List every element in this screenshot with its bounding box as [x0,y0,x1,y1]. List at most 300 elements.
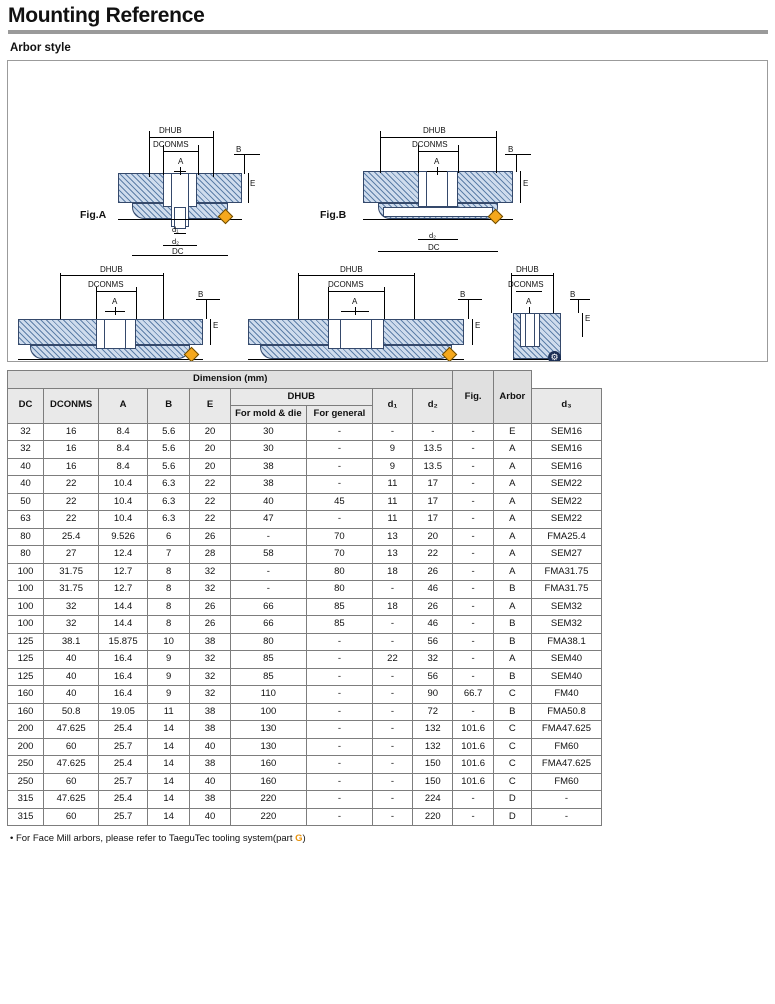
table-cell: 6.3 [147,511,189,529]
table-cell: 10.4 [99,493,148,511]
figure-label-a: Fig.A [80,209,107,221]
table-cell: 80 [8,546,44,564]
dim-1016-d [340,361,359,362]
table-cell: 80 [307,581,373,599]
table-cell: FM60 [531,738,601,756]
table-cell: - [453,598,493,616]
table-cell: C [493,773,531,791]
table-cell: 6 [147,528,189,546]
table-cell: 150 [413,756,453,774]
dim-dc-a: DC [172,247,184,256]
table-cell: FMA25.4 [531,528,601,546]
dim-e-b: E [523,179,529,188]
table-cell: 32 [190,651,230,669]
table-cell: 22 [372,651,412,669]
table-cell: 22 [413,546,453,564]
table-cell: 14.4 [99,616,148,634]
table-cell: B [493,616,531,634]
table-cell: 250 [8,773,44,791]
table-cell: - [453,563,493,581]
table-cell: 22 [190,476,230,494]
table-row [8,476,602,494]
table-cell: - [372,581,412,599]
dim-e-c: E [213,321,219,330]
table-cell: 101.6 [453,773,493,791]
table-cell: 26 [413,563,453,581]
table-cell: - [230,581,306,599]
table-cell: 63 [8,511,44,529]
table-cell: A [493,598,531,616]
table-cell: 25.7 [99,738,148,756]
table-cell: 38 [190,791,230,809]
table-cell: 9 [147,668,189,686]
dim-a-e: A [526,297,532,306]
header-d2: d₂ [413,388,453,423]
table-cell: - [372,703,412,721]
table-cell: 220 [230,791,306,809]
table-cell: - [531,791,601,809]
table-cell: 40 [44,686,99,704]
table-cell: 30 [230,441,306,459]
table-cell: 100 [8,616,44,634]
table-cell: 40 [8,458,44,476]
table-cell: - [453,616,493,634]
table-cell: 13.5 [413,441,453,459]
table-cell: 7 [147,546,189,564]
table-cell: 16.4 [99,651,148,669]
table-cell: C [493,738,531,756]
table-row [8,703,602,721]
table-cell: A [493,441,531,459]
table-cell: 16 [44,458,99,476]
table-cell: 100 [8,598,44,616]
table-cell: 8 [147,581,189,599]
table-cell: - [453,808,493,826]
dim-d2-b: d₂ [429,231,437,240]
dim-a-c: A [112,297,118,306]
table-cell: 132 [413,738,453,756]
header-for-mold-die: For mold & die [230,406,306,424]
table-cell: 16.4 [99,668,148,686]
table-cell: 14 [147,738,189,756]
table-cell: A [493,476,531,494]
table-cell: - [453,423,493,441]
table-cell: - [453,581,493,599]
table-cell: 8.4 [99,423,148,441]
table-cell: 315 [8,808,44,826]
table-cell: 14 [147,791,189,809]
table-cell: 8 [147,616,189,634]
table-cell: - [453,633,493,651]
table-cell: - [372,791,412,809]
table-cell: - [230,563,306,581]
table-cell: - [372,773,412,791]
table-cell: 200 [8,738,44,756]
table-cell: - [307,808,373,826]
table-cell: 40 [44,651,99,669]
table-cell: 125 [8,651,44,669]
table-cell: - [307,721,373,739]
table-row [8,773,602,791]
table-cell: 224 [413,791,453,809]
dim-dconms-b: DCONMS [412,140,448,149]
table-cell: 38.1 [44,633,99,651]
table-cell: 220 [230,808,306,826]
table-cell: 10 [147,633,189,651]
table-row [8,441,602,459]
table-cell: 72 [413,703,453,721]
table-cell: SEM32 [531,616,601,634]
table-cell: 85 [230,651,306,669]
table-row [8,546,602,564]
table-cell: 32 [190,686,230,704]
table-row [8,563,602,581]
table-cell: - [307,686,373,704]
table-cell: FMA47.625 [531,756,601,774]
table-cell: 25.4 [44,528,99,546]
table-cell: 12.7 [99,563,148,581]
table-cell: A [493,493,531,511]
table-cell: 14 [147,808,189,826]
table-cell: - [413,423,453,441]
table-cell: - [372,616,412,634]
table-cell: 46 [413,616,453,634]
table-cell: 32 [8,423,44,441]
table-cell: 5.6 [147,458,189,476]
table-cell: 60 [44,808,99,826]
table-cell: FM60 [531,773,601,791]
table-cell: 12.4 [99,546,148,564]
dim-b-d: B [460,290,466,299]
table-cell: FMA38.1 [531,633,601,651]
table-cell: 50 [8,493,44,511]
table-row [8,633,602,651]
table-cell: FMA47.625 [531,721,601,739]
table-header-group [8,371,602,389]
dim-a-b: A [434,157,440,166]
table-row [8,511,602,529]
table-cell: 8 [147,563,189,581]
table-cell: 32 [44,598,99,616]
table-cell: - [531,808,601,826]
figure-panel [7,60,768,362]
table-cell: 47.625 [44,756,99,774]
table-cell: SEM16 [531,423,601,441]
table-cell: 22 [190,511,230,529]
footnote-marker: G [295,833,303,844]
table-cell: 6.3 [147,476,189,494]
table-cell: 38 [190,721,230,739]
table-cell: 250 [8,756,44,774]
table-cell: SEM27 [531,546,601,564]
dim-a-a: A [178,157,184,166]
table-cell: A [493,546,531,564]
table-cell: 9 [372,441,412,459]
table-cell: 25.7 [99,773,148,791]
table-cell: 101.6 [453,721,493,739]
table-cell: 160 [230,756,306,774]
page-title: Mounting Reference [8,4,205,27]
table-cell: A [493,563,531,581]
footnote-text-after: ) [302,833,306,844]
table-cell: 160 [8,686,44,704]
table-cell: 85 [307,598,373,616]
table-cell: 130 [230,721,306,739]
table-cell: - [307,703,373,721]
dim-dhub-d: DHUB [340,265,363,274]
table-cell: 85 [307,616,373,634]
dim-d1-a: d₁ [172,225,179,234]
gear-icon: ⚙ [548,351,561,362]
table-cell: 66 [230,598,306,616]
table-cell: 11 [372,511,412,529]
table-cell: 40 [190,773,230,791]
table-cell: - [372,686,412,704]
table-cell: 38 [230,458,306,476]
table-cell: SEM32 [531,598,601,616]
table-cell: - [453,528,493,546]
table-cell: - [307,511,373,529]
table-cell: 22 [190,493,230,511]
table-row [8,721,602,739]
footnote [10,833,769,844]
table-cell: - [453,651,493,669]
footnote-text-before: • For Face Mill arbors, please refer to TaeguTec tooling system(part [10,833,296,844]
table-cell: 38 [190,756,230,774]
table-cell: C [493,686,531,704]
page-root [0,4,775,1004]
table-cell: 130 [230,738,306,756]
table-cell: - [372,633,412,651]
table-cell: 26 [190,528,230,546]
table-cell: A [493,511,531,529]
figure-label-b: Fig.B [320,209,347,221]
table-cell: 18 [372,598,412,616]
table-cell: 125 [8,668,44,686]
table-cell: - [453,493,493,511]
table-cell: 28 [190,546,230,564]
table-cell: 14 [147,773,189,791]
table-cell: 32 [190,563,230,581]
table-cell: 80 [307,563,373,581]
table-cell: B [493,581,531,599]
table-cell: B [493,633,531,651]
table-cell: 14 [147,756,189,774]
table-row [8,738,602,756]
dim-a-d: A [352,297,358,306]
table-cell: 60 [44,773,99,791]
dim-dconms-d: DCONMS [328,280,364,289]
header-dc: DC [8,388,44,423]
header-b: B [147,388,189,423]
header-arbor: Arbor [493,371,531,424]
table-cell: 25.4 [99,756,148,774]
table-cell: 45 [307,493,373,511]
table-cell: 26 [190,616,230,634]
header-for-general: For general [307,406,373,424]
table-cell: 13.5 [413,458,453,476]
table-cell: 20 [190,423,230,441]
table-cell: 100 [8,563,44,581]
table-cell: 26 [413,598,453,616]
table-row [8,423,602,441]
table-cell: 56 [413,668,453,686]
table-cell: 56 [413,633,453,651]
table-cell: - [453,546,493,564]
table-cell: 38 [190,703,230,721]
table-cell: 17 [413,476,453,494]
table-cell: E [493,423,531,441]
table-row [8,458,602,476]
table-cell: - [307,476,373,494]
table-cell: 10.4 [99,476,148,494]
header-d3: d₃ [531,388,601,423]
table-cell: 17 [413,493,453,511]
table-cell: - [453,703,493,721]
table-cell: 8 [147,598,189,616]
table-cell: 14.4 [99,598,148,616]
table-cell: FM40 [531,686,601,704]
table-cell: 8.4 [99,441,148,459]
table-cell: 60 [44,738,99,756]
table-cell: 38 [190,633,230,651]
table-cell: SEM22 [531,511,601,529]
table-cell: SEM40 [531,651,601,669]
table-cell: 125 [8,633,44,651]
table-cell: 16 [44,423,99,441]
dim-dhub-c: DHUB [100,265,123,274]
table-cell: 80 [8,528,44,546]
table-cell: 100 [8,581,44,599]
dim-dconms-e: DCONMS [508,280,544,289]
table-cell: 200 [8,721,44,739]
table-cell: FMA31.75 [531,581,601,599]
table-cell: C [493,721,531,739]
table-cell: B [493,668,531,686]
table-cell: 47 [230,511,306,529]
table-row [8,668,602,686]
table-cell: 5.6 [147,423,189,441]
header-e: E [190,388,230,423]
table-cell: - [372,721,412,739]
table-cell: 22 [44,476,99,494]
dim-dconms-a: DCONMS [153,140,189,149]
table-cell: SEM22 [531,476,601,494]
table-cell: 25.4 [99,721,148,739]
table-cell: 40 [230,493,306,511]
table-cell: 25.4 [99,791,148,809]
table-cell: 80 [230,633,306,651]
table-cell: 20 [413,528,453,546]
dim-dc-b: DC [428,243,440,252]
table-cell: 58 [230,546,306,564]
table-cell: 32 [8,441,44,459]
table-cell: - [372,756,412,774]
table-cell: 22 [44,493,99,511]
table-cell: 30 [230,423,306,441]
table-cell: 11 [147,703,189,721]
table-cell: A [493,458,531,476]
table-cell: - [453,476,493,494]
table-cell: A [493,528,531,546]
header-fig: Fig. [453,371,493,424]
dim-dhub-b: DHUB [423,126,446,135]
table-cell: - [307,458,373,476]
dim-e-d: E [475,321,481,330]
header-a: A [99,388,148,423]
table-cell: 26 [190,598,230,616]
table-cell: 90 [413,686,453,704]
table-cell: SEM16 [531,441,601,459]
table-row [8,581,602,599]
table-cell: 31.75 [44,581,99,599]
table-cell: 110 [230,686,306,704]
table-cell: 17 [413,511,453,529]
table-cell: 9 [372,458,412,476]
table-cell: 32 [190,581,230,599]
table-cell: 40 [190,808,230,826]
table-cell: 70 [307,528,373,546]
table-cell: 66.7 [453,686,493,704]
table-cell: 27 [44,546,99,564]
table-cell: 40 [8,476,44,494]
table-cell: - [453,458,493,476]
table-cell: FMA31.75 [531,563,601,581]
table-cell: 40 [190,738,230,756]
title-divider [8,30,768,34]
table-row [8,651,602,669]
table-cell: 11 [372,476,412,494]
table-cell: C [493,756,531,774]
table-cell: 19.05 [99,703,148,721]
table-body [8,423,602,826]
table-cell: 50.8 [44,703,99,721]
table-cell: 46 [413,581,453,599]
table-cell: 47.625 [44,721,99,739]
table-cell: 11 [372,493,412,511]
table-cell: 315 [8,791,44,809]
table-cell: 38 [230,476,306,494]
table-cell: FMA50.8 [531,703,601,721]
table-cell: 9.526 [99,528,148,546]
header-d1: d₁ [372,388,412,423]
header-dhub: DHUB [230,388,372,406]
table-row [8,493,602,511]
table-cell: 9 [147,686,189,704]
table-cell: 32 [190,668,230,686]
table-cell: SEM22 [531,493,601,511]
table-cell: - [230,528,306,546]
table-cell: 160 [8,703,44,721]
table-cell: 32 [44,616,99,634]
table-cell: - [453,441,493,459]
table-cell: 13 [372,528,412,546]
table-cell: 100 [230,703,306,721]
table-cell: - [453,511,493,529]
table-cell: - [307,441,373,459]
table-cell: 132 [413,721,453,739]
table-cell: 31.75 [44,563,99,581]
table-cell: - [453,668,493,686]
table-cell: - [372,808,412,826]
table-cell: - [372,738,412,756]
dim-e-e: E [585,314,591,323]
table-cell: 160 [230,773,306,791]
table-cell: 20 [190,441,230,459]
table-cell: - [307,423,373,441]
table-row [8,616,602,634]
dim-b-a: B [236,145,242,154]
